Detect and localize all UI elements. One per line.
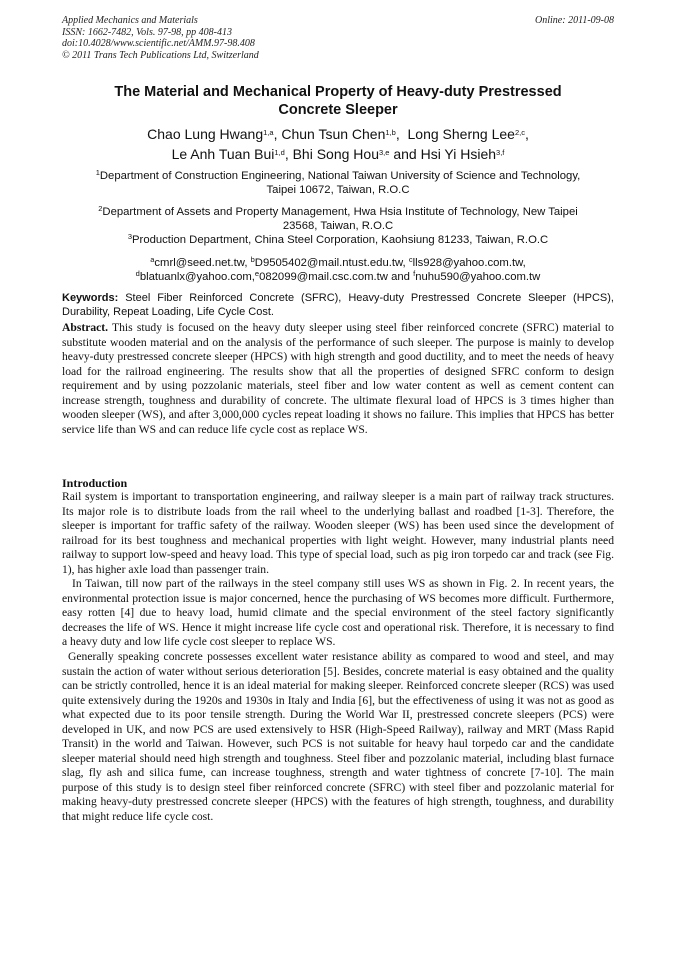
abstract bbox=[62, 321, 614, 437]
email-line-2 bbox=[62, 270, 614, 284]
author-name: Long Sherng Lee bbox=[407, 126, 515, 142]
author-affiliation-mark: 3,f bbox=[496, 148, 505, 157]
author-affiliation-mark: 3,e bbox=[379, 148, 390, 157]
email-mark: b bbox=[250, 255, 255, 264]
author-line-1: Chao Lung Hwang$^{1,a}$, Chun Tsun Chen$^{1,b}$, Long Sherng Lee$^{2,c}$, bbox=[147, 126, 529, 142]
email-address[interactable]: nuhu590@yahoo.com.tw bbox=[415, 271, 541, 283]
email-address[interactable]: 082099@mail.csc.com.tw and bbox=[259, 271, 410, 283]
affiliation-1-line-1 bbox=[62, 169, 614, 183]
author-affiliation-mark: 1,b bbox=[385, 128, 396, 137]
author-name: Le Anh Tuan Bui bbox=[171, 146, 275, 162]
affiliation-text: Department of Construction Engineering, National Taiwan University of Science and Technology, bbox=[99, 170, 581, 182]
author-name: Chao Lung Hwang bbox=[147, 126, 264, 142]
email-mark: c bbox=[408, 255, 413, 264]
affiliation-mark: 2 bbox=[98, 204, 103, 213]
title-line-2: Concrete Sleeper bbox=[278, 102, 398, 118]
email-mark: a bbox=[150, 255, 155, 264]
affiliation-text: Department of Assets and Property Management, Hwa Hsia Institute of Technology, New Taipei bbox=[102, 206, 578, 218]
affiliation-2-line-1 bbox=[62, 205, 614, 219]
affiliation-1-line-2: Taipei 10672, Taiwan, R.O.C bbox=[266, 184, 410, 196]
paragraph: Generally speaking concrete possesses excellent water resistance ability as compared to wood and steel, and may sustain the action of water without serious deterioration [5]. Besides, concrete material is easy obtained and the quality can be strictly controlled, hence it is an ideal material for making sleeper. Reinforced concrete sleeper (RCS) was used quite extensively during the 1920s and 1930s in Italy and India [6], but the effectiveness of using it was not as good as what expected due to its poor tensile strength. During the World War II, prestressed concrete sleepers (PCS) were developed in UK, and now PCS are used extensively to HSR (High-Speed Railway), railway and MRT (Mass Rapid Transit) in the world and Taiwan. However, such PCS is not suitable for heavy haul torpedo car and the candidate sleeper material should need high strength and toughness. Steel fiber and pozzolanic material, including blast furnace slag, fly ash and silica fume, can increase toughness, strength and water tightness of concrete [7-10]. The main purpose of this study is to design steel fiber reinforced concrete (SFRC) with steel fiber and pozzolanic material for making heavy-duty prestressed concrete sleeper (HPCS) with the features of high strength, toughness, and durability that might reduce life cycle cost. bbox=[62, 650, 614, 824]
journal-header bbox=[62, 15, 259, 61]
paper-title bbox=[62, 83, 614, 119]
author-name: Bhi Song Hou bbox=[292, 146, 379, 162]
issn-line: ISSN: 1662-7482, Vols. 97-98, pp 408-413 bbox=[62, 26, 232, 38]
abstract-text: This study is focused on the heavy duty sleeper using steel fiber reinforced concrete (SFRC) material to substitute wooden material and on the analysis of the performance of such sleeper. The purpose is mainly to develop heavy-duty prestressed concrete sleeper (HPCS) with high strength and good ductility, and to meet the needs of heavy load for the railroad engineering. The results show that all the properties of designed SFRC conform to design requirement and by using pozzolanic materials, steel fiber and low water content as well as cement content can increase strength, toughness and durability of concrete. The ultimate flexural load of HPCS is 3 times higher than wooden sleeper (WS), and after 3,000,000 cycles repeat loading it shows no failure. This implies that HPCS has better service life than WS and can reduce life cycle cost as replace WS. bbox=[62, 321, 614, 436]
affiliation-mark: 3 bbox=[127, 232, 133, 241]
affiliation-2 bbox=[62, 205, 614, 247]
doi-line[interactable]: doi:10.4028/www.scientific.net/AMM.97-98.408 bbox=[62, 38, 255, 49]
keywords-label: Keywords: bbox=[62, 292, 119, 304]
email-mark: d bbox=[135, 269, 140, 278]
affiliation-text: Production Department, China Steel Corporation, Kaohsiung 81233, Taiwan, R.O.C bbox=[132, 234, 549, 246]
author-name: Chun Tsun Chen bbox=[281, 126, 386, 142]
paragraph: In Taiwan, till now part of the railways in the steel company still uses WS as shown in Fig. 2. In recent years, the environmental protection issue is major concerned, hence the purchasing of WS becomes more difficult. Furthermore, easy rotten [4] due to heavy load, humid climate and the special environment of the steel factory significantly decreases the life of WS. Hence it might increase life cycle cost and operational risk. Therefore, it is necessary to find a heavy duty and low life cycle cost sleeper to replace WS. bbox=[62, 577, 614, 649]
affiliation-1 bbox=[62, 169, 614, 197]
author-affiliation-mark: 1,d bbox=[274, 148, 285, 157]
online-date: Online: 2011-09-08 bbox=[535, 15, 614, 26]
email-address[interactable]: cmrl@seed.net.tw, bbox=[154, 257, 248, 269]
paragraph: Rail system is important to transportation engineering, and railway sleeper is a main part of railway track structures. Its major role is to distribute loads from the rail wheel to the underlying ballast and roadbed [1-3]. Therefore, the sleeper is important for traffic safety of the railway. Wooden sleeper (WS) has been used since the development of railroad for its best toughness and mechanical properties with light weight. However, many industrial plants need railway to support low-speed and heavy load. This type of special load, such as pig iron torpedo car and track (see Fig. 1), has higher axle load than passenger train. bbox=[62, 490, 614, 576]
author-name: Hsi Yi Hsieh bbox=[420, 146, 497, 162]
author-line-2: Le Anh Tuan Bui$^{1,d}$, Bhi Song Hou$^{3,e}$ and Hsi Yi Hsieh$^{3,f}$ bbox=[171, 146, 505, 162]
email-line-1 bbox=[62, 256, 614, 270]
abstract-label: Abstract. bbox=[62, 321, 109, 334]
introduction-body bbox=[62, 490, 614, 825]
author-affiliation-mark: 2,c bbox=[514, 128, 525, 137]
title-line-1: The Material and Mechanical Property of Heavy-duty Prestressed bbox=[114, 84, 562, 100]
affiliation-2-line-2: 23568, Taiwan, R.O.C bbox=[282, 220, 394, 232]
journal-name: Applied Mechanics and Materials bbox=[62, 15, 198, 26]
email-address[interactable]: lls928@yahoo.com.tw, bbox=[412, 257, 526, 269]
author-conjunction: and bbox=[393, 146, 417, 162]
affiliation-3 bbox=[62, 233, 614, 247]
email-mark: e bbox=[254, 269, 260, 278]
email-address[interactable]: blatuanlx@yahoo.com, bbox=[139, 271, 255, 283]
copyright-line: © 2011 Trans Tech Publications Ltd, Switzerland bbox=[62, 49, 259, 61]
affiliation-mark: 1 bbox=[95, 168, 100, 177]
author-affiliation-mark: 1,a bbox=[263, 128, 274, 137]
email-list bbox=[62, 256, 614, 284]
introduction-heading: Introduction bbox=[62, 476, 128, 490]
author-list bbox=[62, 124, 614, 164]
keywords bbox=[62, 291, 614, 319]
email-mark: f bbox=[413, 269, 416, 278]
email-address[interactable]: D9505402@mail.ntust.edu.tw, bbox=[254, 257, 406, 269]
keywords-text: Steel Fiber Reinforced Concrete (SFRC), Heavy-duty Prestressed Concrete Sleeper (HPCS), Durability, Repeat Loading, Life Cycle Cost. bbox=[62, 292, 614, 318]
